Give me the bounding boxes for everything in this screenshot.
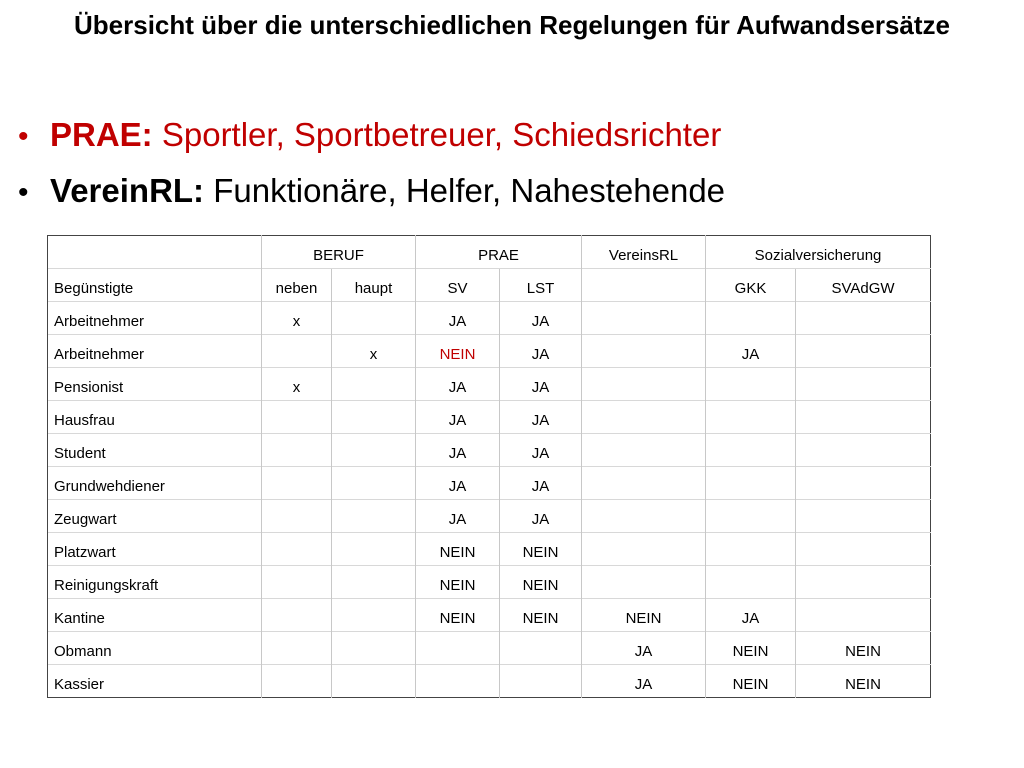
table-row	[48, 632, 931, 665]
table-cell: NEIN	[500, 566, 582, 599]
table-cell: JA	[416, 302, 500, 335]
row-label-cell: Obmann	[48, 632, 262, 665]
table-cell: NEIN	[416, 335, 500, 368]
table-cell	[332, 533, 416, 566]
table-cell	[796, 302, 931, 335]
table-row	[48, 599, 931, 632]
table-row	[48, 335, 931, 368]
table-row	[48, 302, 931, 335]
bullet-key: PRAE:	[50, 116, 153, 153]
row-label-cell: Pensionist	[48, 368, 262, 401]
header-cell: SV	[416, 269, 500, 302]
bullet-key: VereinRL:	[50, 172, 205, 209]
table-row	[48, 434, 931, 467]
table-cell: JA	[500, 302, 582, 335]
table-cell: JA	[582, 632, 706, 665]
table-cell	[262, 665, 332, 698]
table-cell	[332, 434, 416, 467]
table-cell: JA	[706, 335, 796, 368]
table-cell: JA	[416, 401, 500, 434]
table-cell	[796, 599, 931, 632]
row-label-cell: Arbeitnehmer	[48, 335, 262, 368]
table-cell	[262, 500, 332, 533]
table-row	[48, 665, 931, 698]
table-cell: JA	[500, 434, 582, 467]
table-cell	[332, 401, 416, 434]
table-cell	[332, 632, 416, 665]
table-cell: x	[262, 302, 332, 335]
bullet-vereinrl	[18, 164, 725, 220]
table-cell	[332, 566, 416, 599]
table-cell: NEIN	[500, 599, 582, 632]
row-label-cell: Student	[48, 434, 262, 467]
table-cell	[262, 632, 332, 665]
header-cell: GKK	[706, 269, 796, 302]
table-row	[48, 533, 931, 566]
table-cell	[332, 368, 416, 401]
table-cell: JA	[500, 368, 582, 401]
table-cell	[416, 632, 500, 665]
table-cell: JA	[500, 335, 582, 368]
table-cell	[796, 368, 931, 401]
table-cell	[582, 401, 706, 434]
table-cell: NEIN	[582, 599, 706, 632]
table-cell	[706, 434, 796, 467]
header-cell: PRAE	[416, 236, 582, 269]
table-cell	[582, 302, 706, 335]
table-cell	[796, 401, 931, 434]
table-cell: JA	[500, 500, 582, 533]
bullet-text: Sportler, Sportbetreuer, Schiedsrichter	[152, 116, 722, 153]
table-cell	[796, 434, 931, 467]
table-cell	[262, 335, 332, 368]
table-cell: NEIN	[796, 665, 931, 698]
table-cell: NEIN	[416, 599, 500, 632]
table-cell	[582, 368, 706, 401]
table-cell	[332, 665, 416, 698]
table-cell	[706, 467, 796, 500]
table-cell	[796, 467, 931, 500]
table-cell: NEIN	[706, 665, 796, 698]
table-cell: NEIN	[706, 632, 796, 665]
table-cell	[706, 368, 796, 401]
table-cell	[582, 434, 706, 467]
table-cell	[796, 533, 931, 566]
row-label-cell: Kassier	[48, 665, 262, 698]
table-cell: JA	[416, 467, 500, 500]
row-label-cell: Reinigungskraft	[48, 566, 262, 599]
row-label-cell: Zeugwart	[48, 500, 262, 533]
table-cell	[262, 434, 332, 467]
table-cell	[262, 467, 332, 500]
header-cell: neben	[262, 269, 332, 302]
header-cell: haupt	[332, 269, 416, 302]
table-cell	[706, 500, 796, 533]
group-header-row	[48, 236, 931, 269]
table-row	[48, 566, 931, 599]
bullet-prae	[18, 108, 725, 164]
table-cell: NEIN	[416, 566, 500, 599]
header-cell: Sozialversicherung	[706, 236, 931, 269]
table-cell	[582, 566, 706, 599]
header-cell	[48, 236, 262, 269]
bullet-text: Funktionäre, Helfer, Nahestehende	[204, 172, 726, 209]
header-cell: VereinsRL	[582, 236, 706, 269]
row-label-cell: Kantine	[48, 599, 262, 632]
table-cell	[332, 599, 416, 632]
table-cell	[500, 665, 582, 698]
table-cell	[796, 500, 931, 533]
bullet-dot: •	[18, 120, 29, 153]
table-cell	[706, 566, 796, 599]
table-cell	[582, 533, 706, 566]
table-cell	[332, 467, 416, 500]
table-cell	[582, 500, 706, 533]
table-cell	[582, 335, 706, 368]
table-cell: JA	[706, 599, 796, 632]
table-cell: JA	[416, 368, 500, 401]
table-cell: NEIN	[416, 533, 500, 566]
table-cell	[262, 566, 332, 599]
table-cell	[796, 566, 931, 599]
table-cell	[706, 533, 796, 566]
header-cell	[582, 269, 706, 302]
table-row	[48, 401, 931, 434]
row-label-cell: Hausfrau	[48, 401, 262, 434]
bullet-list	[18, 108, 725, 220]
row-label-cell: Grundwehdiener	[48, 467, 262, 500]
table-row	[48, 500, 931, 533]
table-cell: NEIN	[796, 632, 931, 665]
table-cell: x	[262, 368, 332, 401]
table-cell: JA	[500, 467, 582, 500]
header-cell: BERUF	[262, 236, 416, 269]
table-cell: x	[332, 335, 416, 368]
table-cell	[262, 533, 332, 566]
table-cell	[500, 632, 582, 665]
regulations-table	[47, 235, 931, 698]
table-row	[48, 368, 931, 401]
table-cell	[706, 401, 796, 434]
table-cell	[262, 401, 332, 434]
table-row	[48, 467, 931, 500]
table-cell: NEIN	[500, 533, 582, 566]
table-cell	[416, 665, 500, 698]
bullet-dot: •	[18, 176, 29, 209]
table-cell	[332, 302, 416, 335]
table-cell: JA	[500, 401, 582, 434]
row-label-cell: Arbeitnehmer	[48, 302, 262, 335]
sub-header-row	[48, 269, 931, 302]
table-cell: JA	[582, 665, 706, 698]
row-label-cell: Platzwart	[48, 533, 262, 566]
table-cell	[262, 599, 332, 632]
table-cell: JA	[416, 434, 500, 467]
table-cell	[332, 500, 416, 533]
slide-title: Übersicht über die unterschiedlichen Regelungen für Aufwandsersätze	[74, 10, 950, 40]
header-cell: LST	[500, 269, 582, 302]
table-cell	[796, 335, 931, 368]
table-cell	[582, 467, 706, 500]
header-cell: SVAdGW	[796, 269, 931, 302]
table-cell	[706, 302, 796, 335]
table-cell: JA	[416, 500, 500, 533]
header-cell: Begünstigte	[48, 269, 262, 302]
